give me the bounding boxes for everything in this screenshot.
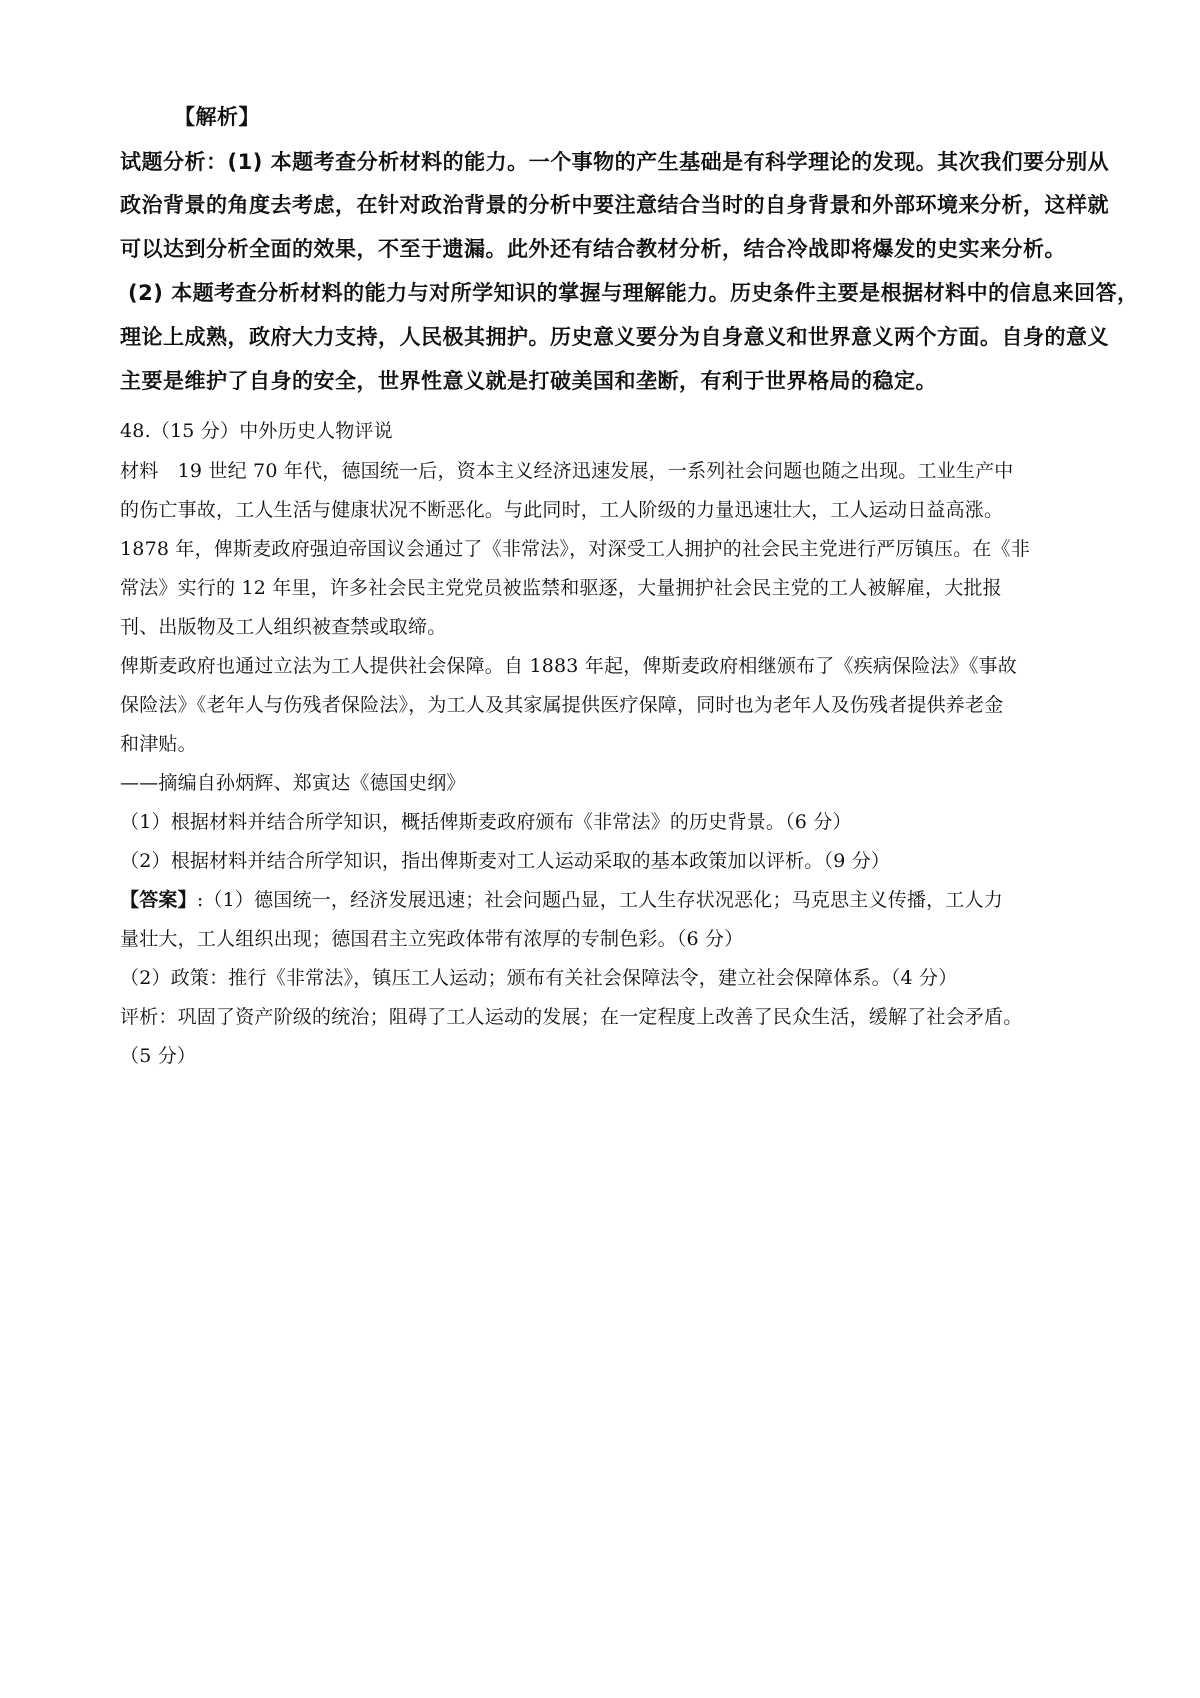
analysis-line-6: 主要是维护了自身的安全，世界性意义就是打破美国和垄断，有利于世界格局的稳定。 [120, 369, 937, 393]
analysis-line-5: 理论上成熟，政府大力支持，人民极其拥护。历史意义要分为自身意义和世界意义两个方面。自身的意义 [120, 325, 1109, 349]
analysis-line-3: 可以达到分析全面的效果，不至于遗漏。此外还有结合教材分析，结合冷战即将爆发的史实来分析。 [120, 237, 1066, 261]
analysis-heading: 【解析】 [174, 105, 260, 129]
material-line-3: 1878 年，俾斯麦政府强迫帝国议会通过了《非常法》，对深受工人拥护的社会民主党进行严厉镇压。在《非 [120, 538, 1030, 560]
material-line-6: 俾斯麦政府也通过立法为工人提供社会保障。自 1883 年起，俾斯麦政府相继颁布了《疾病保险法》《事故 [120, 655, 1017, 677]
material-source: ——摘编自孙炳辉、郑寅达《德国史纲》 [120, 772, 466, 794]
question-title: 48.（15 分）中外历史人物评说 [120, 420, 393, 442]
answer-line-5: （5 分） [120, 1045, 197, 1067]
sub-question-1: （1）根据材料并结合所学知识，概括俾斯麦政府颁布《非常法》的历史背景。（6 分） [120, 811, 852, 833]
material-line-7: 保险法》《老年人与伤残者保险法》，为工人及其家属提供医疗保障，同时也为老年人及伤残者提供养老金 [120, 694, 1004, 716]
material-line-1: 材料 19 世纪 70 年代，德国统一后，资本主义经济迅速发展，一系列社会问题也随之出现。工业生产中 [120, 460, 1014, 482]
answer-line-3: （2）政策：推行《非常法》，镇压工人运动；颁布有关社会保障法令，建立社会保障体系。（4 分） [120, 967, 958, 989]
answer-line-4: 评析：巩固了资产阶级的统治；阻碍了工人运动的发展；在一定程度上改善了民众生活，缓解了社会矛盾。 [120, 1006, 1023, 1028]
material-line-2: 的伤亡事故，工人生活与健康状况不断恶化。与此同时，工人阶级的力量迅速壮大，工人运动日益高涨。 [120, 499, 1004, 521]
material-line-4: 常法》实行的 12 年里，许多社会民主党党员被监禁和驱逐，大量拥护社会民主党的工人被解雇，大批报 [120, 577, 1002, 599]
material-line-8: 和津贴。 [120, 733, 197, 755]
analysis-line-4: (2) 本题考查分析材料的能力与对所学知识的掌握与理解能力。历史条件主要是根据材料中的信息来回答， [128, 281, 1139, 305]
sub-question-2: （2）根据材料并结合所学知识，指出俾斯麦对工人运动采取的基本政策加以评析。（9 分） [120, 850, 891, 872]
analysis-line-1: 试题分析：(1) 本题考查分析材料的能力。一个事物的产生基础是有科学理论的发现。其次我们要分别从 [120, 150, 1110, 174]
material-line-5: 刊、出版物及工人组织被查禁或取缔。 [120, 616, 447, 638]
answer-line-2: 量壮大，工人组织出现；德国君主立宪政体带有浓厚的专制色彩。（6 分） [120, 928, 744, 950]
answer-label: 【答案】 [120, 889, 197, 911]
answer-text-1: :（1）德国统一，经济发展迅速；社会问题凸显，工人生存状况恶化；马克思主义传播，工人力 [196, 889, 1003, 911]
analysis-line-2: 政治背景的角度去考虑，在针对政治背景的分析中要注意结合当时的自身背景和外部环境来分析，这样就 [120, 193, 1109, 217]
answer-line-1 [120, 887, 1003, 913]
